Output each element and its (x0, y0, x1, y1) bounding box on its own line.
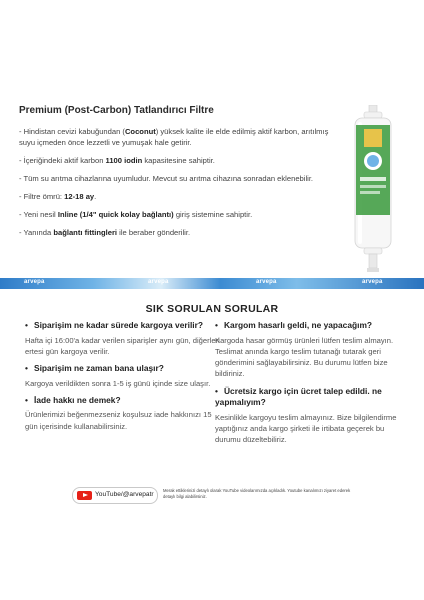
feature-item: - Tüm su arıtma cihazlarına uyumludur. Mevcut su arıtma cihazına sonradan eklenebilir. (19, 173, 314, 183)
faq-column-left (25, 320, 221, 438)
feature-item: - Filtre ömrü: 12-18 ay. (19, 191, 97, 201)
faq-column-right (215, 320, 411, 452)
faq-answer: Kesinlikle kargoyu teslim almayınız. Bize bilgilendirme yaptığınız anda kargo şirketi ile irtibata geçerek bu durumu düzeltebiliriz. (215, 412, 397, 445)
feature-item: - Hindistan cevizi kabuğundan (Coconut) yüksek kalite ile elde edilmiş aktif karbon, arıtılmış suyu içmeden önce lezzetli ve yumuşak hale getirir. (19, 127, 329, 147)
faq-question: • İade hakkı ne demek? (25, 394, 121, 405)
feature-item: - Yanında bağlantı fittingleri ile beraber gönderilir. (19, 227, 191, 237)
brand-label: arvepa (256, 279, 277, 285)
faq-answer: Hafta içi 16:00'a kadar verilen siparişler aynı gün, diğerleri ertesi gün kargoya verilir. (25, 335, 220, 356)
faq-question: • Ücretsiz kargo için ücret talep edildi. ne yapmalıyım? (215, 385, 382, 408)
brand-label: arvepa (148, 279, 169, 285)
youtube-icon (77, 491, 92, 500)
youtube-handle: YouTube/@arvepatr (95, 491, 154, 498)
brand-band (0, 278, 424, 289)
feature-item: - İçeriğindeki aktif karbon 1100 iodin kapasitesine sahiptir. (19, 155, 215, 165)
youtube-channel-link[interactable] (72, 487, 158, 504)
faq-answer: Kargoya verildikten sonra 1-5 iş günü içinde size ulaşır. (25, 378, 211, 388)
feature-item: - Yeni nesil Inline (1/4" quick kolay bağlantı) giriş sistemine sahiptir. (19, 209, 253, 219)
brand-label: arvepa (362, 279, 383, 285)
filter-cartridge-image (346, 105, 400, 275)
youtube-note: Merak ettiklerinizi detaylı olarak YouTube videolarımızda açıkladık. Youtube kanalımızı ziyaret ederek detaylı bilgi alabilirsiniz. (163, 488, 351, 499)
faq-question: • Kargom hasarlı geldi, ne yapacağım? (215, 320, 373, 330)
faq-answer: Ürünlerimizi beğenmezseniz koşulsuz iade hakkınızı 15 gün içerisinde kullanabilirsiniz. (25, 410, 212, 431)
faq-question: • Siparişim ne kadar sürede kargoya verilir? (25, 320, 203, 330)
feature-list (19, 127, 337, 246)
faq-title: SIK SORULAN SORULAR (145, 303, 279, 315)
brand-label: arvepa (24, 279, 45, 285)
faq-answer: Kargoda hasar görmüş ürünleri lütfen teslim almayın. Teslimat anında kargo teslim tutanağı tutarak geri gönderimini sağlayabilirsiniz. Bu durumu lütfen bize bildiriniz. (215, 335, 394, 379)
product-title: Premium (Post-Carbon) Tatlandırıcı Filtre (19, 105, 214, 116)
faq-question: • Siparişim ne zaman bana ulaşır? (25, 363, 164, 374)
